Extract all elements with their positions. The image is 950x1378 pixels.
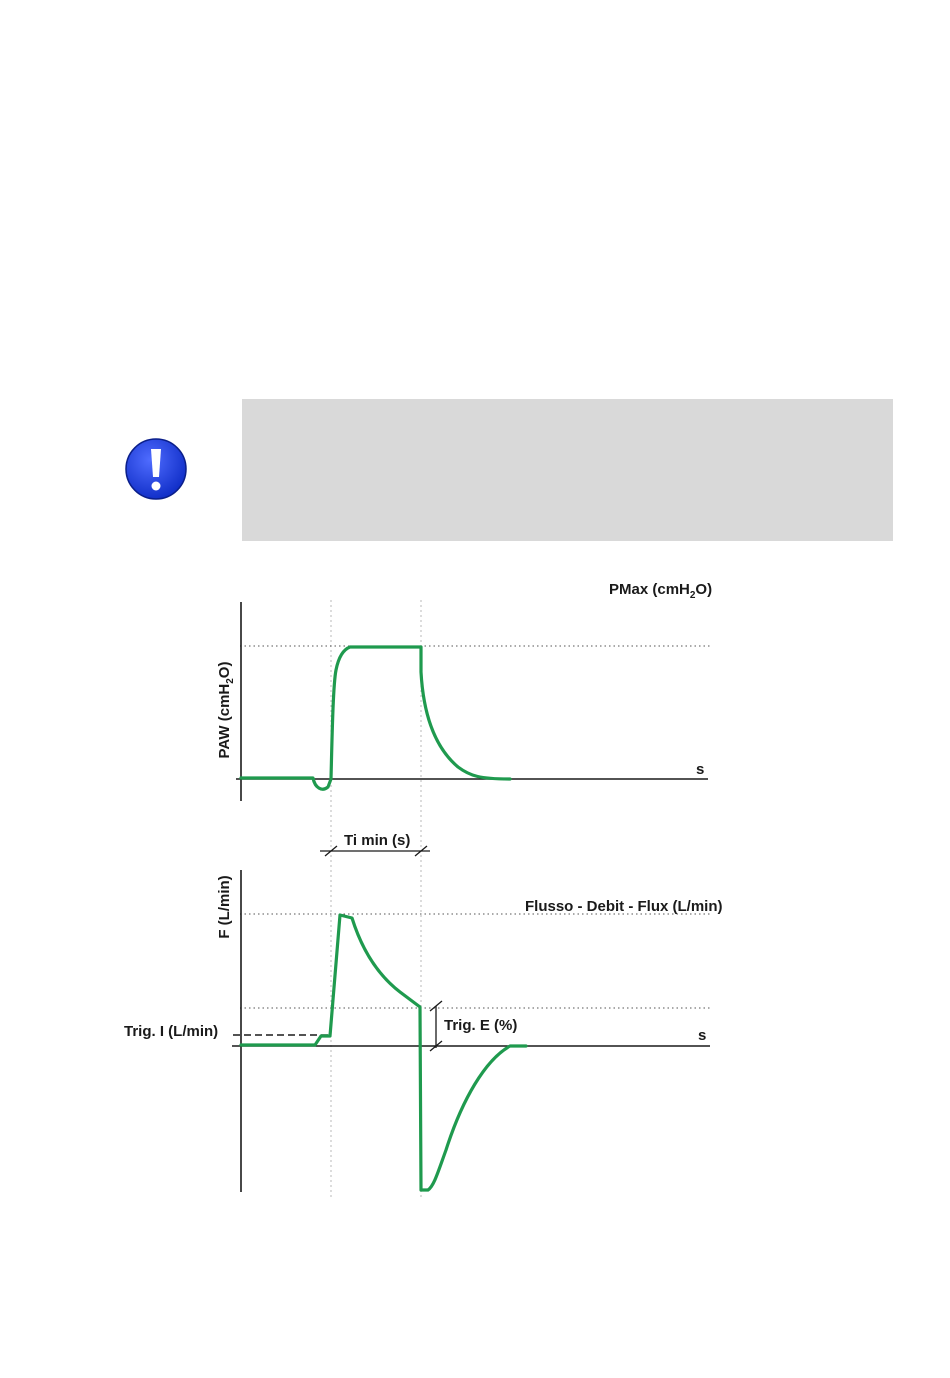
ti-min-marker — [320, 832, 430, 856]
flow-trace — [241, 915, 526, 1190]
trig-e-label: Trig. E (%) — [444, 1017, 518, 1034]
flow-peak-label: Flusso - Debit - Flux (L/min) — [525, 898, 723, 915]
flow-x-axis-label: s — [698, 1027, 707, 1044]
flow-panel — [124, 870, 723, 1192]
notice-box — [242, 399, 893, 541]
trig-e-bracket — [430, 1001, 442, 1051]
pressure-x-axis-label: s — [696, 761, 705, 778]
pressure-y-axis-label: PAW (cmH$_2$O) — [216, 661, 236, 759]
pressure-trace — [241, 647, 510, 789]
pmax-label: PMax (cmH$_2$O) — [609, 581, 713, 601]
flow-y-axis-label: F (L/min) — [216, 875, 233, 939]
trig-i-label: Trig. I (L/min) — [124, 1023, 219, 1040]
ventilation-waveform-diagram — [0, 560, 950, 1220]
ti-min-label: Ti min (s) — [344, 832, 411, 849]
exclamation-icon — [124, 437, 188, 501]
